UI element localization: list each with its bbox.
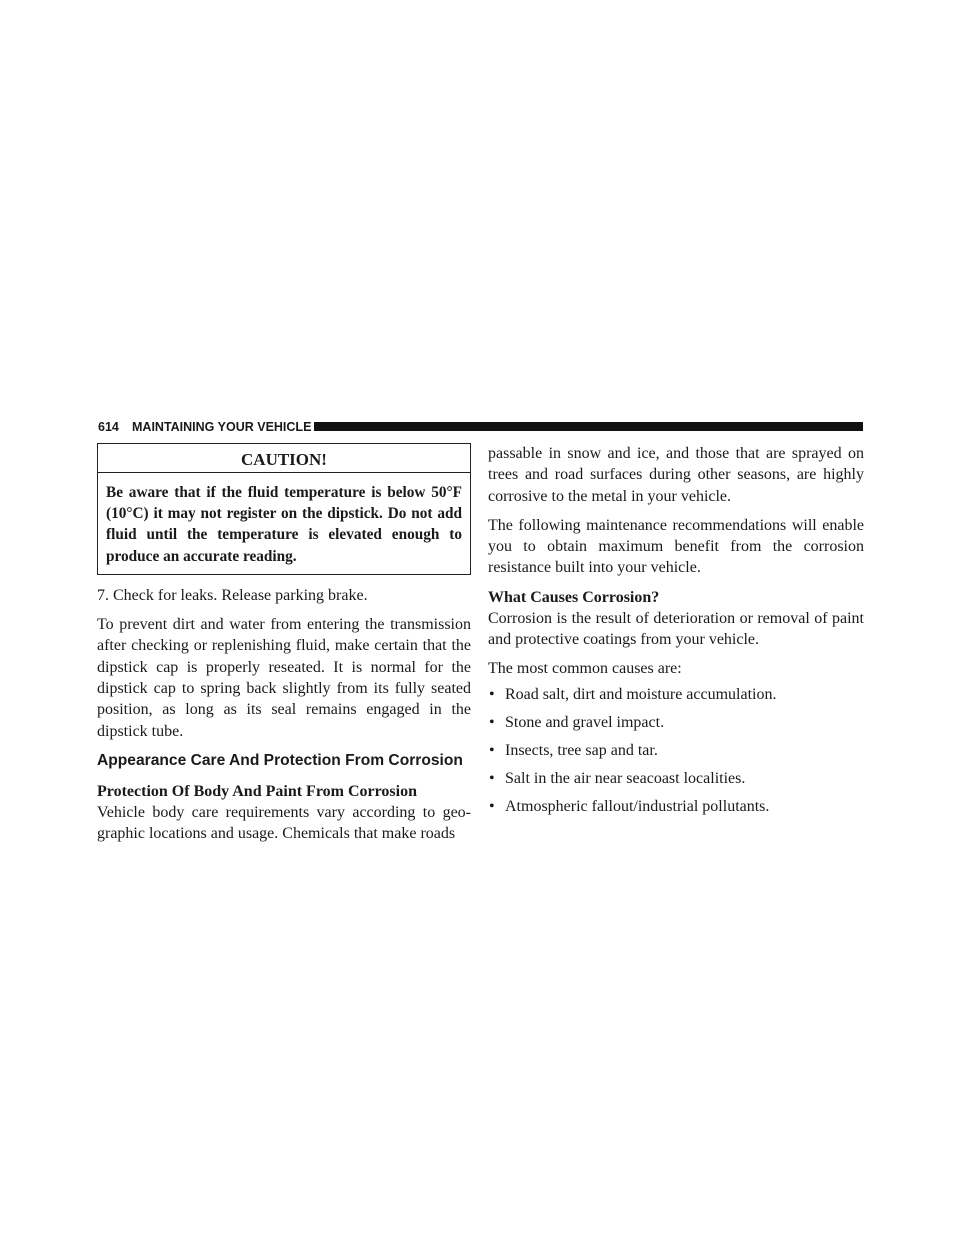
dipstick-paragraph: To prevent dirt and water from entering the transmission after checking or replenishing fluid, make certain that the dipstick cap is properly reseated. It is normal for the dipstick cap to spring back slightly from its fully seated position, as long as its seal remains engaged in the dipstick tube. [97,616,471,740]
common-causes-intro: The most common causes are: [488,660,682,678]
list-item-text: Road salt, dirt and moisture accumulation. [505,685,777,703]
caution-box [97,443,471,575]
body-paint-heading: Protection Of Body And Paint From Corrosion [97,782,417,800]
section-title: MAINTAINING YOUR VEHICLE [132,420,312,434]
caution-title: CAUTION! [98,444,470,473]
bullet-icon: • [489,769,495,787]
bullet-icon: • [489,713,495,731]
list-item-text: Insects, tree sap and tar. [505,741,658,759]
list-item [488,796,864,817]
bullet-icon: • [489,797,495,815]
bullet-icon: • [489,741,495,759]
step-7-text: 7. Check for leaks. Release parking brake. [97,586,368,604]
bullet-icon: • [489,685,495,703]
recommendations-paragraph: The following maintenance recommendations will enable you to obtain maximum benefit from the corrosion resistance built into your vehicle. [488,516,864,577]
right-column [488,443,864,824]
caution-text: Be aware that if the fluid temperature is below 50°F (10°C) it may not register on the dipstick. Do not add fluid until the temperature is elevated enough to produce an accurate reading. [106,484,462,565]
left-column [97,443,471,844]
list-item [488,740,864,761]
page-header [96,419,863,435]
causes-heading: What Causes Corrosion? [488,588,660,606]
list-item-text: Salt in the air near seacoast localities. [505,769,746,787]
list-item-text: Stone and gravel impact. [505,713,665,731]
list-item-text: Atmospheric fallout/industrial pollutants. [505,797,770,815]
continued-paragraph: passable in snow and ice, and those that are sprayed on trees and road surfaces during other seasons, are highly corrosive to the metal in your vehicle. [488,445,864,505]
header-rule [314,422,863,431]
causes-paragraph: Corrosion is the result of deterioration or removal of paint and protective coatings from your vehicle. [488,609,864,649]
causes-list [488,684,864,817]
body-care-paragraph: Vehicle body care requirements vary according to geo- graphic locations and usage. Chemicals that make roads [97,803,471,843]
page-number: 614 [98,420,119,434]
list-item [488,684,864,705]
appearance-care-heading: Appearance Care And Protection From Corrosion [97,751,463,769]
list-item [488,768,864,789]
list-item [488,712,864,733]
